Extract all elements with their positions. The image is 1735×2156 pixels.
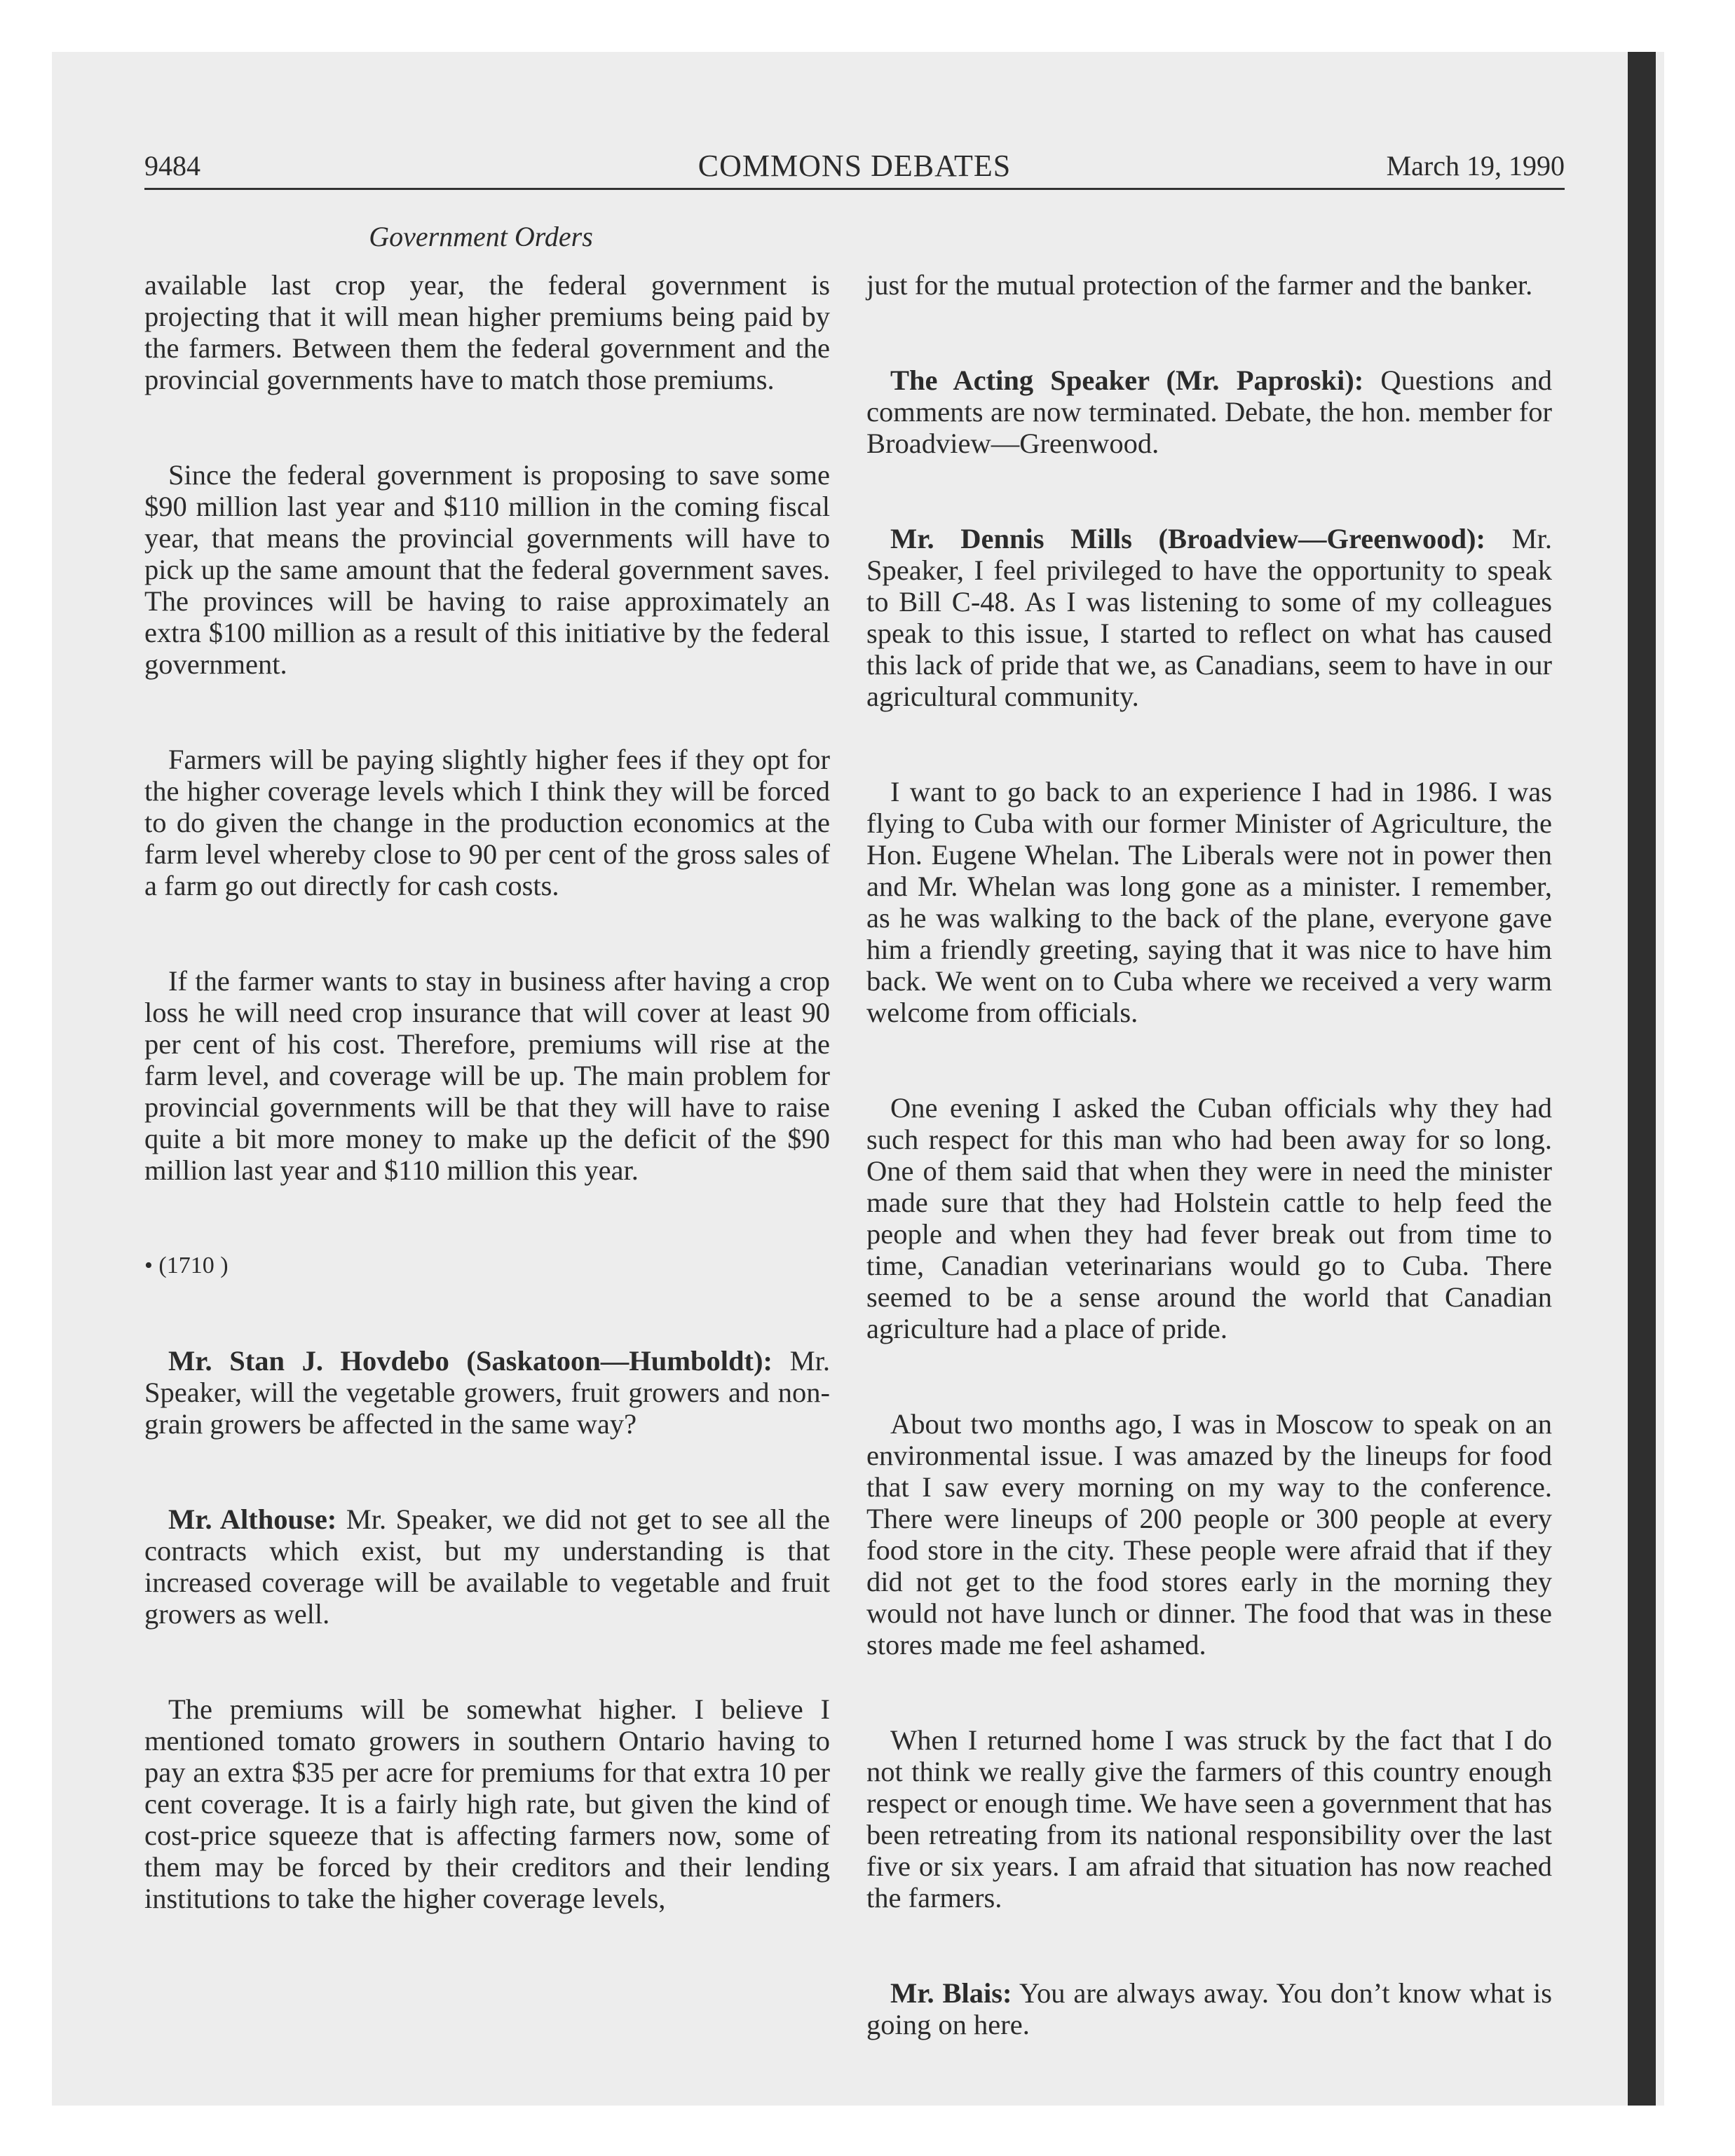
paragraph: available last crop year, the federal government is projecting that it will mean higher premiums being paid by the farmers. Between them the federal government and the provincial governments have to match those premiums.: [144, 269, 830, 395]
paragraph: [144, 1345, 830, 1440]
speech-text: Questions and comments are now terminated. Debate, the hon. member for Broadview—Greenwood.: [866, 364, 1552, 459]
paragraph: When I returned home I was struck by the fact that I do not think we really give the farmers of this country enough respect or enough time. We have seen a government that has been retreating from its national responsibility over the last five or six years. I am afraid that situation has now reached the farmers.: [866, 1724, 1552, 1913]
section-title: Government Orders: [369, 221, 593, 252]
paragraph: Farmers will be paying slightly higher fees if they opt for the higher coverage levels which I think they will be forced to do given the change in the production economics at the farm level whereby close to 90 per cent of the gross sales of a farm go out directly for cash costs.: [144, 744, 830, 901]
time-marker: • (1710 ): [144, 1253, 229, 1278]
journal-title: COMMONS DEBATES: [698, 149, 1012, 183]
speech-text: Mr. Speaker, I feel privileged to have the opportunity to speak to Bill C-48. As I was listening to some of my colleagues speak to this issue, I started to reflect on what has caused this lack of pride that we, as Canadians, seem to have in our agricultural community.: [866, 523, 1552, 712]
speech-text: Mr. Speaker, we did not get to see all the contracts which exist, but my understanding is that increased coverage will be available to vegetable and fruit growers as well.: [144, 1503, 830, 1630]
paragraph: I want to go back to an experience I had in 1986. I was flying to Cuba with our former Minister of Agriculture, the Hon. Eugene Whelan. The Liberals were not in power then and Mr. Whelan was long gone as a minister. I remember, as he was walking to the back of the plane, everyone gave him a friendly greeting, saying that it was nice to have him back. We went on to Cuba where we received a very warm welcome from officials.: [866, 776, 1552, 1028]
speaker-name: Mr. Dennis Mills (Broadview—Greenwood):: [890, 523, 1485, 554]
speaker-name: Mr. Blais:: [890, 1977, 1012, 2009]
page-number: 9484: [144, 150, 200, 182]
paragraph: About two months ago, I was in Moscow to speak on an environmental issue. I was amazed by the lineups for food that I saw every morning on my way to the conference. There were lineups of 200 people or 300 people at every food store in the city. These people were afraid that if they did not get to the food stores early in the morning they would not have lunch or dinner. The food that was in these stores made me feel ashamed.: [866, 1408, 1552, 1660]
header-rule: [144, 188, 1565, 190]
paragraph: [866, 1977, 1552, 2040]
speech-text: Mr. Speaker, will the vegetable growers, fruit growers and non-grain growers be affected in the same way?: [144, 1345, 830, 1440]
paragraph: Since the federal government is proposing to save some $90 million last year and $110 million in the coming fiscal year, that means the provincial governments will have to pick up the same amount that the federal government saves. The provinces will be having to raise approximately an extra $100 million as a result of this initiative by the federal government.: [144, 459, 830, 680]
right-column: [866, 269, 1552, 2104]
paragraph: [144, 1503, 830, 1630]
scan-binding-edge: [1628, 52, 1656, 2106]
speaker-name: Mr. Stan J. Hovdebo (Saskatoon—Humboldt):: [168, 1345, 773, 1377]
speaker-name: Mr. Althouse:: [168, 1503, 337, 1535]
paragraph: [866, 523, 1552, 712]
speech-text: You are always away. You don’t know what is going on here.: [866, 1977, 1552, 2040]
speaker-name: The Acting Speaker (Mr. Paproski):: [890, 364, 1364, 396]
paragraph: One evening I asked the Cuban officials why they had such respect for this man who had been away for so long. One of them said that when they were in need the minister made sure that they had Holstein cattle to help feed the people and when they had fever break out from time to time, Canadian veterinarians would go to Cuba. There seemed to be a sense around the world that Canadian agriculture had a place of pride.: [866, 1092, 1552, 1344]
paragraph: If the farmer wants to stay in business after having a crop loss he will need crop insurance that will cover at least 90 per cent of his cost. Therefore, premiums will rise at the farm level, and coverage will be up. The main problem for provincial governments will be that they will have to raise quite a bit more money to make up the deficit of the $90 million last year and $110 million this year.: [144, 965, 830, 1186]
left-column: [144, 269, 830, 1978]
paragraph: [866, 364, 1552, 459]
paragraph: The premiums will be somewhat higher. I believe I mentioned tomato growers in southern Ontario having to pay an extra $35 per acre for premiums for that extra 10 per cent coverage. It is a fairly high rate, but given the kind of cost-price squeeze that is affecting farmers now, some of them may be forced by their creditors and their lending institutions to take the higher coverage levels,: [144, 1693, 830, 1914]
paragraph: just for the mutual protection of the farmer and the banker.: [866, 269, 1533, 301]
publication-date: March 19, 1990: [1386, 150, 1565, 182]
page-header: [144, 146, 1565, 186]
